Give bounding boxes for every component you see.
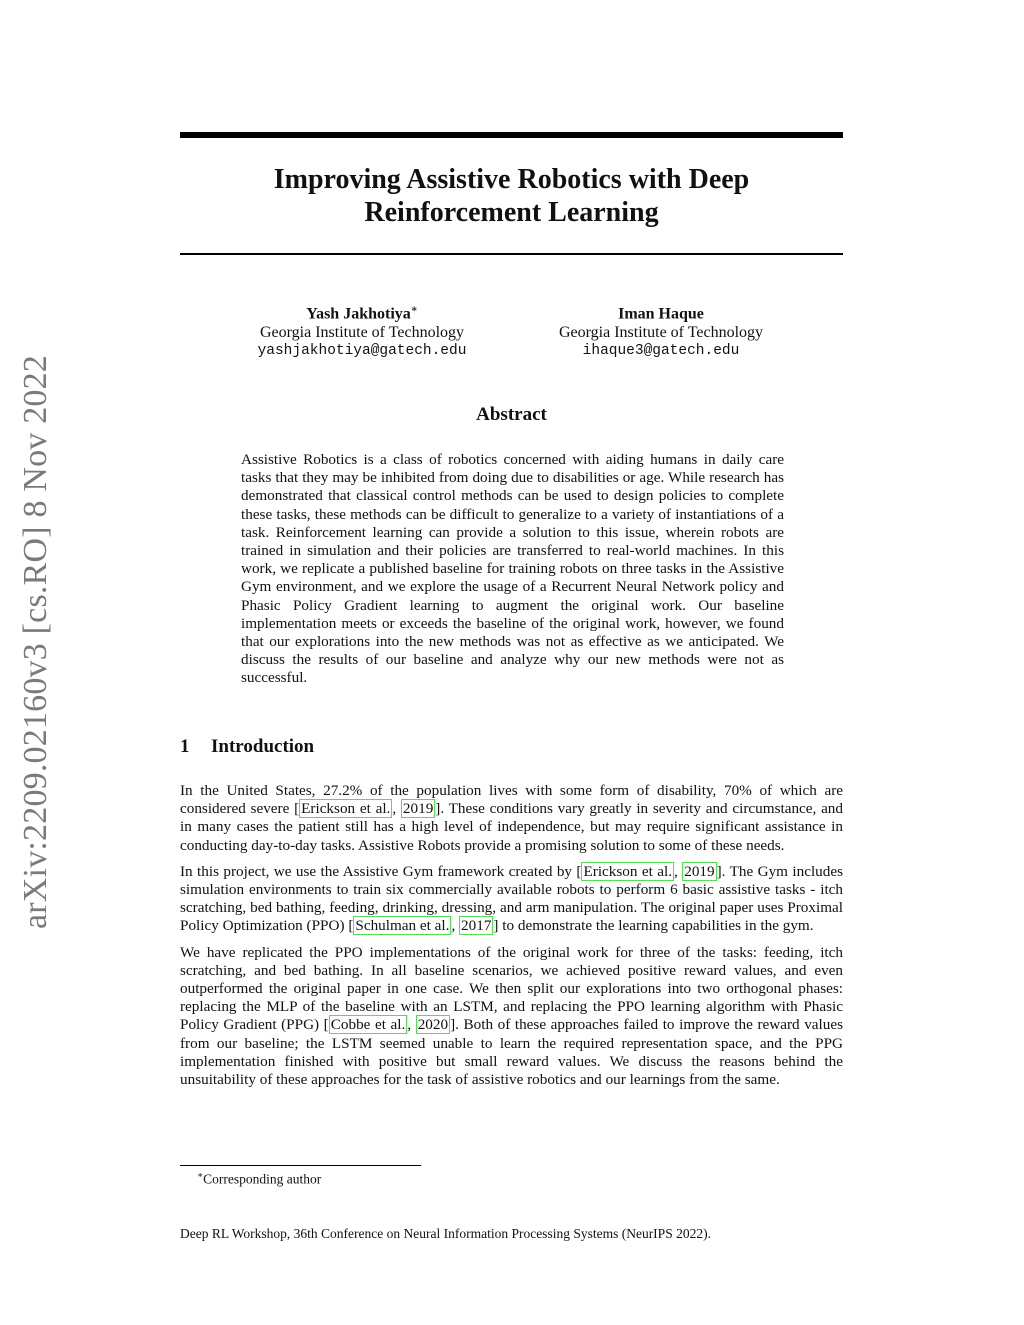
introduction-body <box>180 782 843 1097</box>
footnote-rule <box>180 1165 421 1166</box>
arxiv-identifier-text: arXiv:2209.02160v3 [cs.RO] 8 Nov 2022 <box>17 354 55 930</box>
citation-link[interactable]: Cobbe et al. <box>330 1016 406 1034</box>
section-number: 1 <box>180 736 190 757</box>
citation-link[interactable]: Schulman et al. <box>355 917 450 935</box>
author-footnote-mark: ∗ <box>410 304 418 315</box>
author-affiliation: Georgia Institute of Technology <box>259 324 465 342</box>
footnote-mark: ∗ <box>197 1170 204 1180</box>
citation-year-link[interactable]: 2019 <box>402 800 434 818</box>
paper-title <box>180 163 843 229</box>
citation-year-link[interactable]: 2020 <box>417 1016 449 1034</box>
author-email[interactable]: ihaque3@gatech.edu <box>582 343 740 360</box>
venue-note: Deep RL Workshop, 36th Conference on Neural Information Processing Systems (NeurIPS 2022). <box>180 1226 711 1241</box>
title-bottom-rule <box>180 253 843 255</box>
author-name: Yash Jakhotiya∗ <box>306 304 418 323</box>
title-top-rule <box>180 132 843 138</box>
author-affiliation: Georgia Institute of Technology <box>558 324 764 342</box>
citation-year-link[interactable]: 2017 <box>461 917 492 935</box>
footnote <box>197 1170 321 1188</box>
citation-link[interactable]: Erickson et al. <box>301 800 391 818</box>
section-heading <box>180 736 314 758</box>
paper-title-line-1: Improving Assistive Robotics with Deep <box>273 164 750 195</box>
citation-link[interactable]: Erickson et al. <box>583 862 673 880</box>
footnote-text: Corresponding author <box>203 1171 322 1187</box>
author-email[interactable]: yashjakhotiya@gatech.edu <box>257 343 467 360</box>
paper-title-line-2: Reinforcement Learning <box>364 197 659 228</box>
arxiv-identifier <box>4 356 68 928</box>
abstract-heading: Abstract <box>476 404 547 425</box>
abstract-body: Assistive Robotics is a class of robotics concerned with aiding humans in daily care tasks that they may be inhibited from doing due to disabilities or age. While research has demonstrated that classical control methods can be used to design policies to complete these tasks, these methods can be difficult to generalize to a variety of instantiations of a task. Reinforcement learning can provide a solution to this issue, wherein robots are trained in simulation and their policies are transferred to real-world machines. In this work, we replicate a published baseline for training robots on three tasks in the Assistive Gym environment, and we explore the usage of a Recurrent Neural Network policy and Phasic Policy Gradient learning to augment the original work. Our baseline implementation meets or exceeds the baseline of the original work, however, we found that our explorations into the new methods was not as effective as we anticipated. We discuss the results of our baseline and analyze why our new methods were not as successful. <box>241 451 784 687</box>
author-block-2 <box>511 300 811 361</box>
section-title: Introduction <box>211 736 315 757</box>
intro-paragraph-3: We have replicated the PPO implementations of the original work for three of the tasks: feeding, itch scratching, and bed bathing. In all baseline scenarios, we achieved positive reward values, and even outperformed the original paper in one case. We then split our explorations into two orthogonal phases: replacing the MLP of the baseline with an LSTM, and replacing the PPO learning algorithm with Phasic Policy Gradient (PPG) [ Cobbe et al. , 2020 ]. Both of these approaches failed to improve the reward values from our baseline; the LSTM seemed unable to learn the required representation space, and the PPG implementation finished with positive but small reward values. We discuss the reasons behind the unsuitability of these approaches for the task of assistive robotics and our learnings from the same. <box>180 943 843 1089</box>
author-block-1 <box>212 300 512 361</box>
citation-year-link[interactable]: 2019 <box>684 862 715 880</box>
author-name: Iman Haque <box>618 305 704 323</box>
intro-paragraph-2: In this project, we use the Assistive Gym framework created by [ Erickson et al. , 2019 ]. The Gym includes simulation environments to train six commercially available robots to perform 6 basic assistive tasks - itch scratching, bed bathing, feeding, drinking, dressing, and arm manipulation. The original paper uses Proximal Policy Optimization (PPO) [ Schulman et al. , 2017 ] to demonstrate the learning capabilities in the gym. <box>180 862 844 935</box>
intro-paragraph-1: In the United States, 27.2% of the population lives with some form of disability, 70% of which are considered severe [ Erickson et al. , 2019 ]. These conditions vary greatly in severity and circumstance, and in many cases the patient still has a high level of independence, but may require significant assistance in conducting day-to-day tasks. Assistive Robots provide a promising solution to some of these needs. <box>180 782 843 854</box>
